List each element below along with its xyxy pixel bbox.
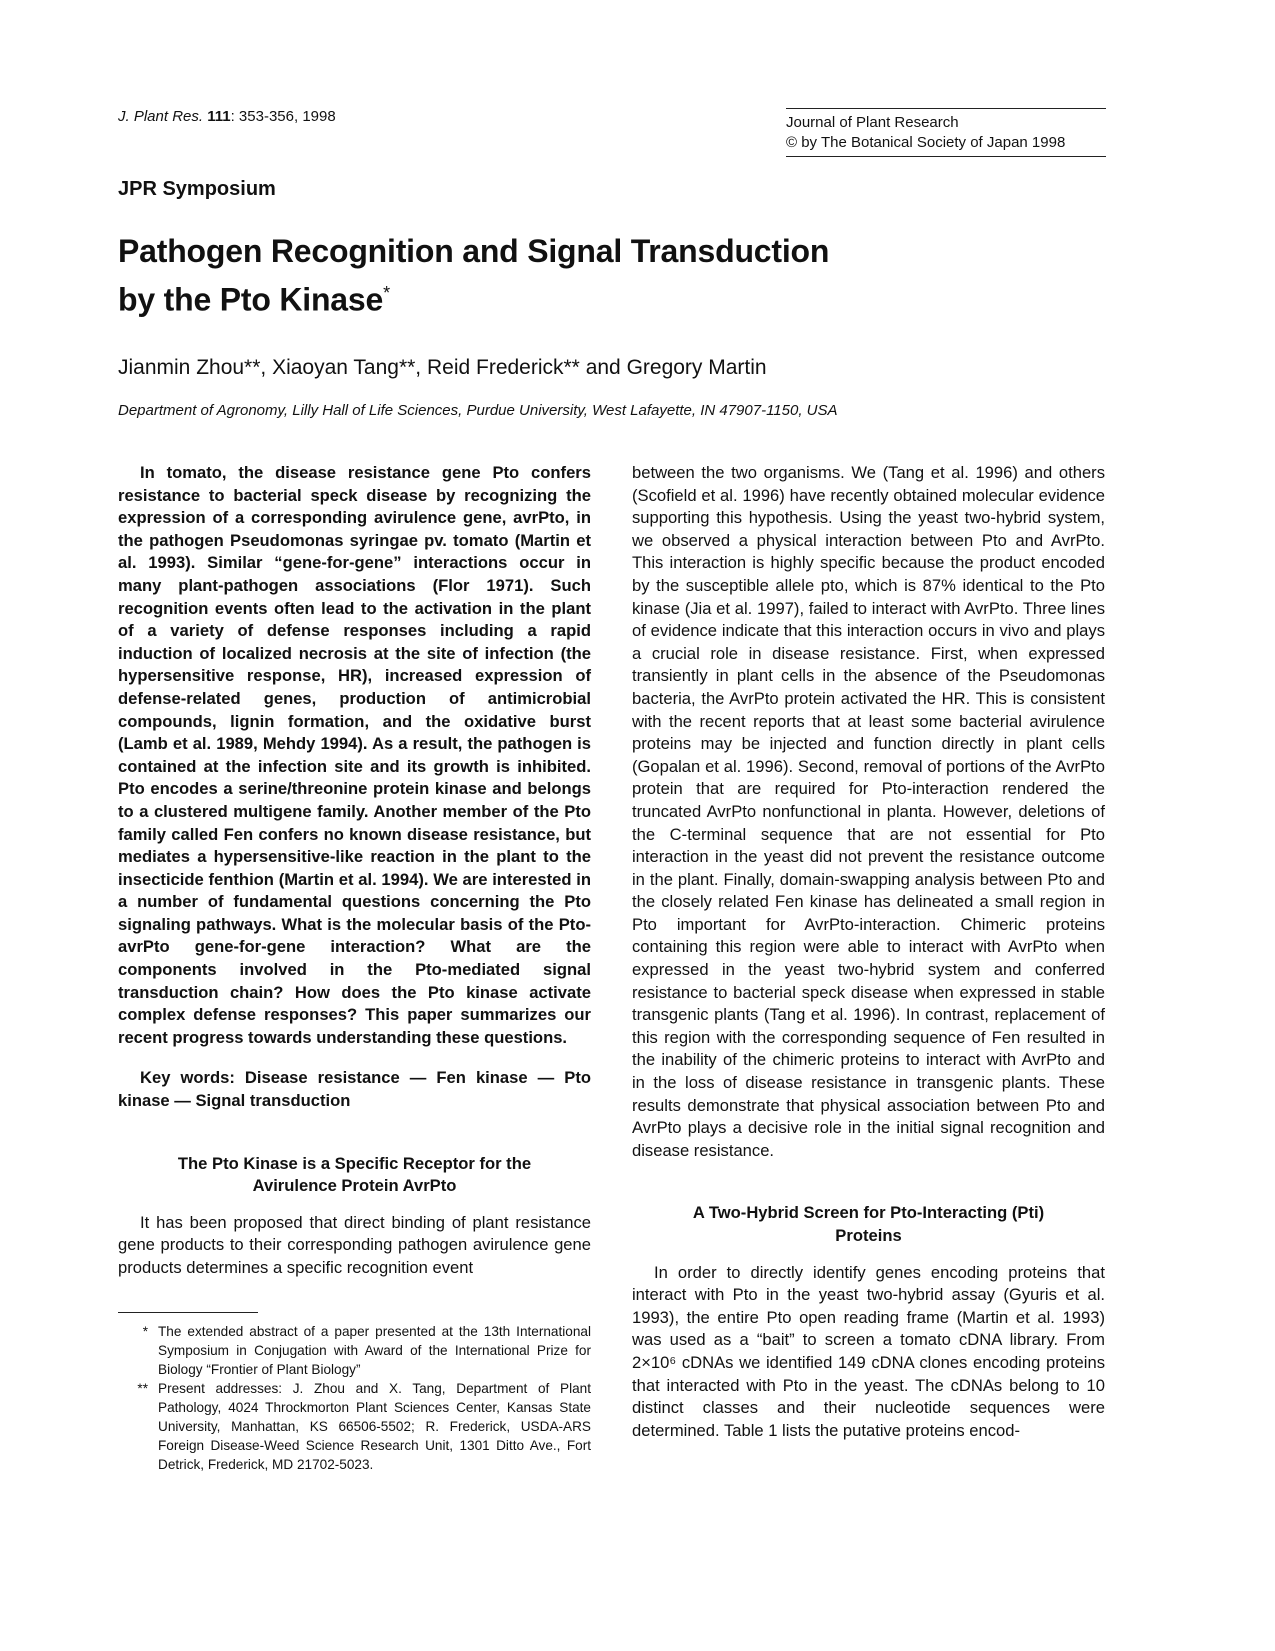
journal-name: Journal of Plant Research — [786, 114, 959, 131]
footnote — [118, 1322, 591, 1379]
author-list: Jianmin Zhou**, Xiaoyan Tang**, Reid Frederick** and Gregory Martin — [118, 356, 767, 379]
body-paragraph: It has been proposed that direct binding of plant resistance gene products to their corresponding pathogen avirulence gene products determines a specific recognition event — [118, 1212, 591, 1277]
title-line-1: Pathogen Recognition and Signal Transduction — [118, 233, 830, 269]
section-label: JPR Symposium — [118, 178, 276, 200]
footnotes — [118, 1322, 591, 1474]
copyright-line: © by The Botanical Society of Japan 1998 — [786, 134, 1066, 151]
abstract: In tomato, the disease resistance gene Pto confers resistance to bacterial speck disease by recognizing the expression of a corresponding avirulence gene, avrPto, in the pathogen Pseudomonas syringae pv. tomato (Martin et al. 1993). Similar “gene-for-gene” interactions occur in many plant-pathogen associations (Flor 1971). Such recognition events often lead to the activation in the plant of a variety of defense responses including a rapid induction of localized necrosis at the site of infection (the hypersensitive response, HR), increased expression of defense-related genes, production of antimicrobial compounds, lignin formation, and the oxidative burst (Lamb et al. 1989, Mehdy 1994). As a result, the pathogen is contained at the infection site and its growth is inhibited. Pto encodes a serine/threonine protein kinase and belongs to a clustered multigene family. Another member of the Pto family called Fen confers no known disease resistance, but mediates a hypersensitive-like reaction in the plant to the insecticide fenthion (Martin et al. 1994). We are interested in a number of fundamental questions concerning the Pto signaling pathways. What is the molecular basis of the Pto-avrPto gene-for-gene interaction? What are the components involved in the Pto-mediated signal transduction chain? How does the Pto kinase activate complex defense responses? This paper summarizes our recent progress towards understanding these questions. — [118, 463, 591, 1047]
body-paragraph: In order to directly identify genes encoding proteins that interact with Pto in the yeast two-hybrid assay (Gyuris et al. 1993), the entire Pto open reading frame (Martin et al. 1993) was used as a “bait” to screen a tomato cDNA library. From 2×10⁶ cDNAs we identified 149 cDNA clones encoding proteins that interacted with Pto in the yeast. The cDNAs belong to 10 distinct classes and their nucleotide sequences were determined. Table 1 lists the putative proteins encod- — [632, 1262, 1105, 1440]
footnote-text: Present addresses: J. Zhou and X. Tang, Department of Plant Pathology, 4024 Throckmorton Plant Sciences Center, Kansas State University, Manhattan, KS 66506-5502; R. Frederick, USDA-ARS Foreign Disease-Weed Science Research Unit, 1301 Ditto Ave., Fort Detrick, Frederick, MD 21702-5023. — [158, 1381, 591, 1472]
citation-pages-year: : 353-356, 1998 — [230, 108, 336, 125]
section-heading-2 — [632, 1202, 1105, 1247]
title-footnote-mark: * — [383, 283, 390, 303]
affiliation: Department of Agronomy, Lilly Hall of Life Sciences, Purdue University, West Lafayette, IN 47907-1150, USA — [118, 402, 838, 419]
citation-journal-abbrev: J. Plant Res. — [118, 108, 204, 125]
section-heading-2-line-1: A Two-Hybrid Screen for Pto-Interacting (Pti) — [692, 1203, 1045, 1223]
section-heading-1 — [118, 1153, 591, 1198]
citation-volume: 111 — [207, 108, 231, 125]
footnote — [118, 1379, 591, 1474]
section-heading-1-line-1: The Pto Kinase is a Specific Receptor for the — [177, 1153, 532, 1173]
footnote-mark: * — [142, 1324, 148, 1339]
section-heading-1-line-2: Avirulence Protein AvrPto — [252, 1176, 457, 1196]
body-paragraph-continued: between the two organisms. We (Tang et al. 1996) and others (Scofield et al. 1996) have recently obtained molecular evidence supporting this hypothesis. Using the yeast two-hybrid system, we observed a physical interaction between Pto and AvrPto. This interaction is highly specific because the product encoded by the susceptible allele pto, which is 87% identical to the Pto kinase (Jia et al. 1997), failed to interact with AvrPto. Three lines of evidence indicate that this interaction occurs in vivo and plays a crucial role in disease resistance. First, when expressed transiently in plant cells in the absence of the Pseudomonas bacteria, the AvrPto protein activated the HR. This is consistent with the recent reports that at least some bacterial avirulence proteins may be injected and function directly in plant cells (Gopalan et al. 1996). Second, removal of portions of the AvrPto protein that are required for Pto-interaction rendered the truncated AvrPto nonfunctional in planta. However, deletions of the C-terminal sequence that are not essential for Pto interaction in the yeast did not prevent the resistance outcome in the plant. Finally, domain-swapping analysis between Pto and the closely related Fen kinase has delineated a small region in Pto important for AvrPto-interaction. Chimeric proteins containing this region were able to interact with AvrPto when expressed in the yeast two-hybrid system and conferred resistance to bacterial speck disease when expressed in stable transgenic plants (Tang et al. 1996). In contrast, replacement of this region with the corresponding sequence of Fen resulted in the inability of the chimeric proteins to interact with AvrPto and in the loss of disease resistance in transgenic plants. These results demonstrate that physical association between Pto and AvrPto plays a decisive role in the initial signal recognition and disease resistance. — [632, 463, 1105, 1160]
article-title — [118, 230, 878, 321]
footnote-rule — [118, 1312, 258, 1313]
right-column — [632, 462, 1105, 1442]
journal-citation — [118, 108, 336, 125]
left-column — [118, 462, 591, 1280]
key-words: Key words: Disease resistance — Fen kinase — Pto kinase — Signal transduction — [118, 1068, 591, 1111]
footnote-mark: ** — [137, 1381, 148, 1396]
section-heading-2-line-2: Proteins — [835, 1226, 902, 1245]
journal-info-box — [786, 108, 1106, 157]
title-line-2: by the Pto Kinase — [118, 281, 384, 318]
footnote-text: The extended abstract of a paper presented at the 13th International Symposium in Conjugation with Award of the International Prize for Biology “Frontier of Plant Biology” — [158, 1324, 591, 1377]
